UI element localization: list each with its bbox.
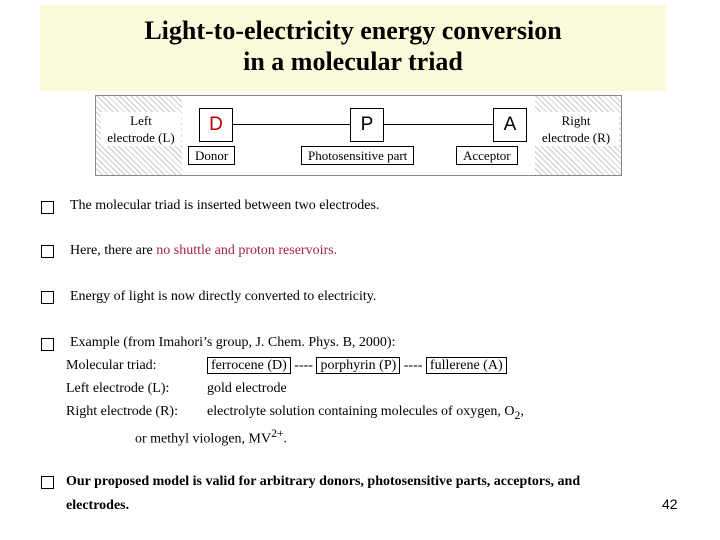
title-line-2: in a molecular triad [243, 47, 463, 76]
dash-2: ---- [403, 358, 423, 373]
page-number: 42 [662, 496, 678, 512]
bullet-3-text: Energy of light is now directly converted to electricity. [70, 289, 377, 304]
bullet-2-highlight: no shuttle and proton reservoirs. [156, 243, 338, 258]
right-electrode-label [533, 112, 619, 146]
bullet-icon [41, 476, 54, 489]
row3-end: , [520, 404, 524, 419]
bullet-2-text [70, 243, 337, 259]
row3-subscript: 2 [514, 408, 521, 422]
bullet-2-prefix: Here, there are [70, 243, 157, 258]
row4-superscript: 2+ [271, 427, 284, 440]
bullet-icon [41, 245, 54, 258]
bullet-1-text: The molecular triad is inserted between two electrodes. [70, 198, 380, 213]
example-row3-label: Right electrode (R): [66, 404, 178, 419]
row3-text: electrolyte solution containing molecules of oxygen, O [207, 404, 515, 419]
porphyrin-box: porphyrin (P) [316, 357, 400, 374]
donor-box: D [199, 108, 233, 142]
row4-end: . [283, 431, 288, 447]
example-row2-label: Left electrode (L): [66, 381, 170, 396]
title-line-1: Light-to-electricity energy conversion [144, 16, 562, 45]
conclusion-line-2: electrodes. [66, 498, 130, 513]
row4-text: or methyl viologen, MV [135, 431, 272, 447]
example-row1-label: Molecular triad: [66, 358, 157, 373]
example-row3-value [207, 404, 524, 422]
acceptor-box: A [493, 108, 527, 142]
right-electrode-label-line1: Right [561, 113, 591, 128]
donor-label: Donor [188, 146, 235, 165]
example-row1-value [207, 358, 507, 374]
acceptor-label: Acceptor [456, 146, 518, 165]
right-electrode-label-line2: electrode (R) [541, 130, 611, 145]
ferrocene-box: ferrocene (D) [207, 357, 291, 374]
slide-title [40, 5, 666, 91]
example-row4 [135, 427, 287, 448]
left-electrode-label-line2: electrode (L) [107, 130, 175, 145]
bullet-icon [41, 291, 54, 304]
bond-p-a [382, 124, 493, 125]
conclusion-line-1: Our proposed model is valid for arbitrary donors, photosensitive parts, acceptors, and [66, 474, 581, 489]
bullet-icon [41, 338, 54, 351]
dash-1: ---- [294, 358, 313, 373]
photosensitive-box: P [350, 108, 384, 142]
bullet-icon [41, 201, 54, 214]
photosensitive-label: Photosensitive part [301, 146, 414, 165]
bond-d-p [232, 124, 350, 125]
left-electrode-label-line1: Left [130, 113, 152, 128]
triad-diagram [95, 95, 622, 176]
bullet-4-text: Example (from Imahori’s group, J. Chem. Phys. B, 2000): [70, 335, 396, 350]
fullerene-box: fullerene (A) [426, 357, 507, 374]
example-row2-value: gold electrode [207, 381, 287, 396]
left-electrode-label [101, 112, 181, 146]
